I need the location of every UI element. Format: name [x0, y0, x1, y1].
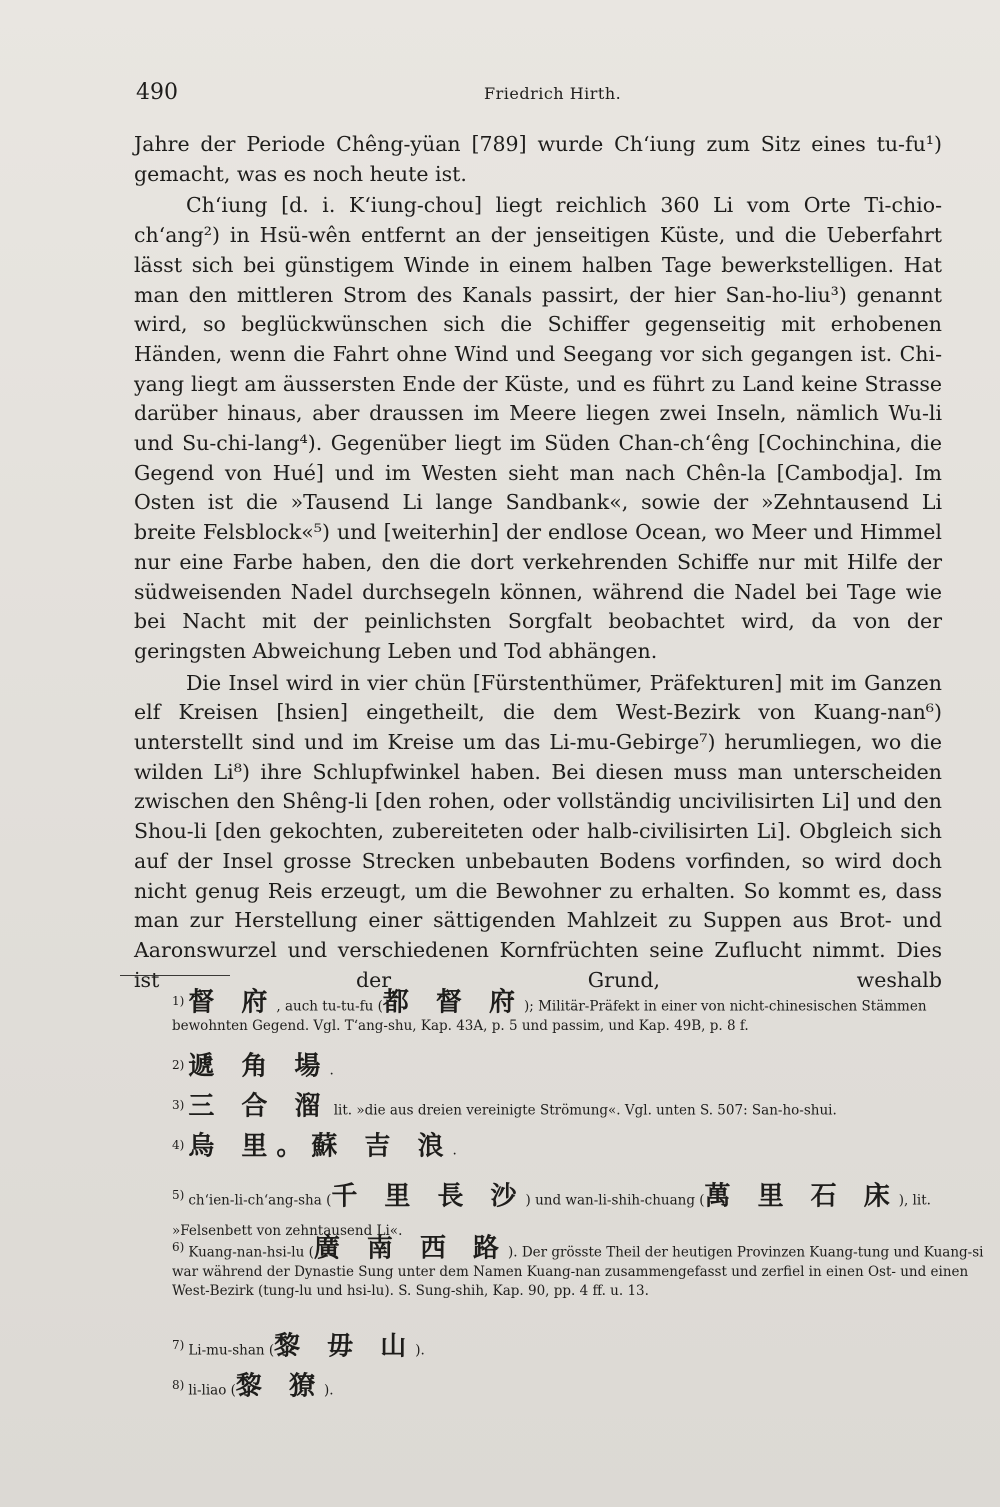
footnote-3: [114, 1091, 1000, 1122]
footnote-number: 5): [172, 1188, 185, 1202]
footnote-chinese: 黎 獠: [235, 1371, 324, 1402]
footnote-2: [114, 1051, 1000, 1082]
footnote-text: ); Militär-Präfekt in einer von nicht-chinesischen Stämmen bewohnten Gegend. Vgl. T‘ang-shu, Kap. 43A, p. 5 und passim, und Kap. 49B, p. 8 f.: [172, 998, 927, 1034]
footnote-number: 8): [172, 1378, 185, 1392]
footnote-text: .: [452, 1142, 457, 1159]
footnote-text: Li-mu-shan (: [188, 1342, 275, 1359]
footnote-text: , auch tu-tu-fu (: [276, 998, 383, 1015]
footnote-divider: [120, 975, 230, 976]
footnote-chinese: 黎 毋 山: [274, 1331, 416, 1362]
footnote-number: 2): [172, 1058, 185, 1072]
paragraph-1: Jahre der Periode Chêng-yüan [789] wurde Ch‘iung zum Sitz eines tu-fu¹) gemacht, was es noch heute ist.: [134, 132, 942, 186]
footnote-text: lit. »die aus dreien vereinigte Strömung«. Vgl. unten S. 507: San-ho-shui.: [329, 1102, 837, 1119]
footnote-text: ). Der grösste Theil der heutigen Provinzen Kuang-tung und Kuang-si war während der Dynastie Sung unter dem Namen Kuang-nan zusammengefasst und zerfiel in einen Ost- und einen West-Bezirk (tung-lu und hsi-lu). S. Sung-shih, Kap. 90, pp. 4 ff. u. 13.: [172, 1244, 984, 1299]
footnote-4: [114, 1131, 1000, 1162]
footnote-text: Kuang-nan-hsi-lu (: [188, 1244, 314, 1261]
footnote-text: li-liao (: [188, 1382, 236, 1399]
footnote-8: [114, 1371, 1000, 1402]
footnote-chinese: 萬 里 石 床: [704, 1181, 899, 1212]
page-number: 490: [136, 80, 178, 105]
paragraph-3: Die Insel wird in vier chün [Fürstenthümer, Präfekturen] mit im Ganzen elf Kreisen [hsien] eingetheilt, die dem West-Bezirk von Kuang-nan⁶) unterstellt sind und im Kreise um das Li-mu-Gebirge⁷) herumliegen, wo die wilden Li⁸) ihre Schlupfwinkel haben. Bei diesen muss man unterscheiden zwischen den Shêng-li [den rohen, oder vollständig uncivilisirten Li] und den Shou-li [den gekochten, zubereiteten oder halb-civilisirten Li]. Obgleich sich auf der Insel grosse Strecken unbebauten Bodens vorfinden, so wird doch nicht genug Reis erzeugt, um die Bewohner zu erhalten. So kommt es, dass man zur Herstellung einer sättigenden Mahlzeit zu Suppen aus Brot- und Aaronswurzel und verschiedenen Kornfrüchten seine Zuflucht nimmt. Dies ist der Grund, weshalb: [134, 670, 942, 992]
footnote-chinese: 督 府: [188, 987, 277, 1018]
paragraph-2: Ch‘iung [d. i. K‘iung-chou] liegt reichlich 360 Li vom Orte Ti-chio-ch‘ang²) in Hsü-wên entfernt an der jenseitigen Küste, und die Ueberfahrt lässt sich bei günstigem Winde in einem halben Tage bewerkstelligen. Hat man den mittleren Strom des Kanals passirt, der hier San-ho-liu³) genannt wird, so beglückwünschen sich die Schiffer gegenseitig mit erhobenen Händen, wenn die Fahrt ohne Wind und Seegang vor sich gegangen ist. Chi-yang liegt am äussersten Ende der Küste, und es führt zu Land keine Strasse darüber hinaus, aber draussen im Meere liegen zwei Inseln, nämlich Wu-li und Su-chi-lang⁴). Gegenüber liegt im Süden Chan-ch‘êng [Cochinchina, die Gegend von Hué] und im Westen sieht man nach Chên-la [Cambodja]. Im Osten ist die »Tausend Li lange Sandbank«, sowie der »Zehntausend Li breite Felsblock«⁵) und [weiterhin] der endlose Ocean, wo Meer und Himmel nur eine Farbe haben, den die dort verkehrenden Schiffe nur mit Hilfe der südweisenden Nadel durchsegeln können, während die Nadel bei Tage wie bei Nacht mit der peinlichsten Sorgfalt beobachtet wird, da von der geringsten Abweichung Leben und Tod abhängen.: [134, 193, 942, 663]
footnote-number: 1): [172, 994, 185, 1008]
footnote-7: [114, 1331, 1000, 1362]
footnote-number: 6): [172, 1240, 185, 1254]
footnote-text: ).: [415, 1342, 425, 1359]
footnote-text: ch‘ien-li-ch‘ang-sha (: [188, 1192, 332, 1209]
footnote-text: ) und wan-li-shih-chuang (: [525, 1192, 705, 1209]
footnote-5: [114, 1180, 1000, 1246]
main-text: [134, 130, 942, 995]
footnote-text: .: [329, 1062, 334, 1079]
footnote-chinese: 千 里 長 沙: [331, 1181, 526, 1212]
footnote-chinese: 三 合 溜: [188, 1091, 330, 1122]
footnote-chinese: 烏 里。蘇 吉 浪: [188, 1131, 453, 1162]
footnote-number: 4): [172, 1138, 185, 1152]
footnote-number: 7): [172, 1338, 185, 1352]
footnote-chinese: 都 督 府: [382, 987, 524, 1018]
footnote-6: [114, 1233, 1000, 1301]
footnote-1: [114, 987, 1000, 1036]
footnote-number: 3): [172, 1098, 185, 1112]
footnote-text: ), lit. »Felsenbett von zehntausend Li«.: [172, 1192, 931, 1239]
footnote-chinese: 遞 角 場: [188, 1051, 330, 1082]
footnote-chinese: 廣 南 西 路: [313, 1233, 508, 1264]
footnote-text: ).: [323, 1382, 334, 1399]
page-header: [136, 80, 936, 110]
running-head: Friedrich Hirth.: [484, 84, 622, 103]
